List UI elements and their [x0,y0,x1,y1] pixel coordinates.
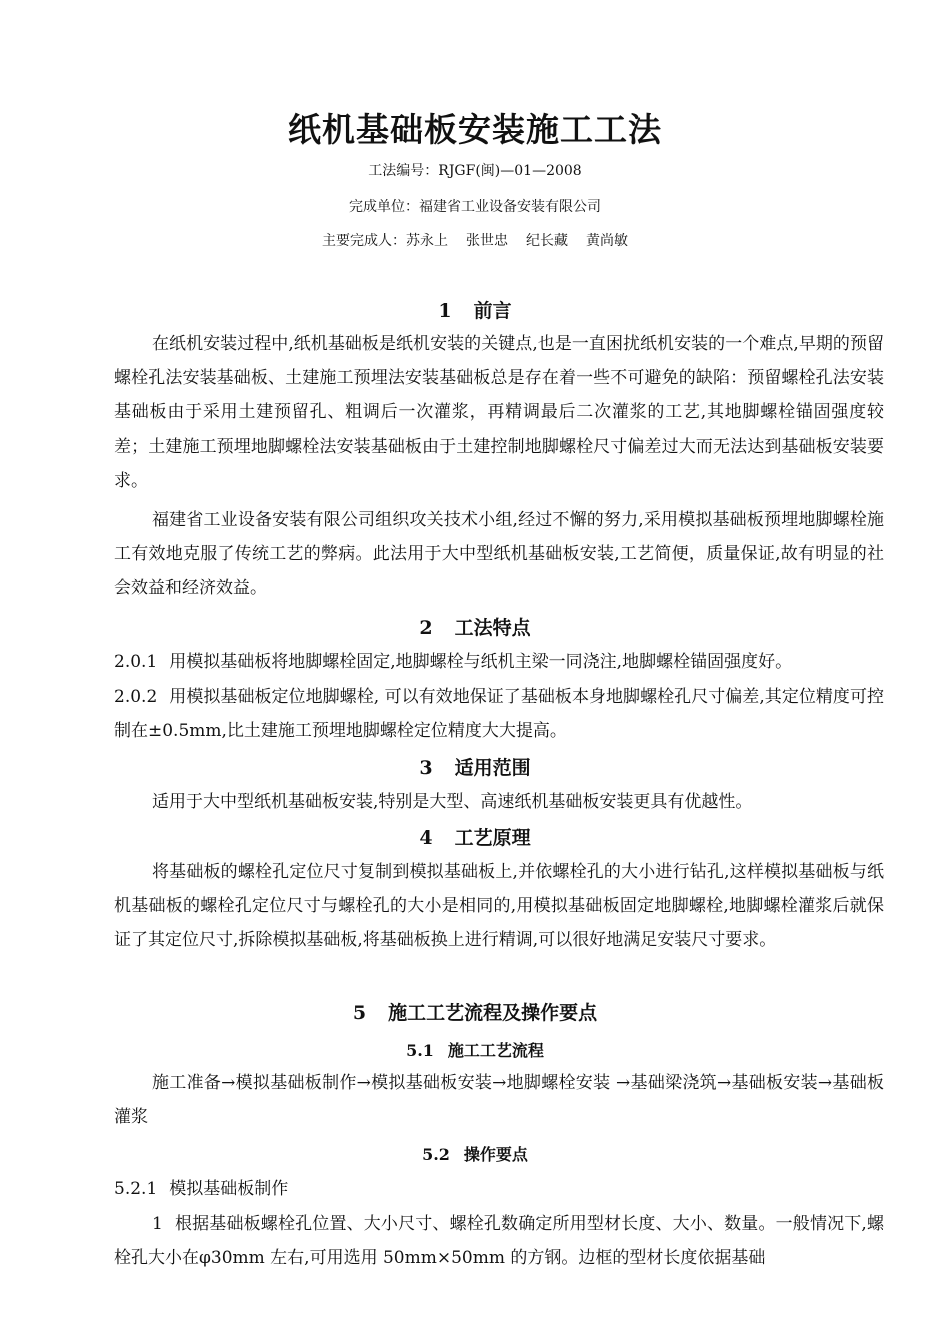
section-heading-2 [0,613,950,640]
item-text: 用模拟基础板定位地脚螺栓, 可以有效地保证了基础板本身地脚螺栓孔尺寸偏差,其定位精度可控制在±0.5mm,比土建施工预埋地脚螺栓定位精度大大提高。 [114,687,884,742]
section-title: 前言 [473,300,512,322]
subsection-number: 5.2 [422,1145,450,1164]
list-item [114,1207,884,1275]
contributor-name: 黄尚敏 [586,233,628,249]
section-number: 4 [419,827,433,849]
list-item [114,680,884,748]
contributors-label: 主要完成人： [322,233,406,249]
subsection-heading-5-2-1 [114,1172,884,1206]
completion-unit: 完成单位：福建省工业设备安装有限公司 [349,199,601,215]
section-number: 3 [419,757,433,779]
document-title: 纸机基础板安装施工工法 [288,110,662,149]
paragraph: 将基础板的螺栓孔定位尺寸复制到模拟基础板上,并依螺栓孔的大小进行钻孔,这样模拟基础板与纸机基础板的螺栓孔定位尺寸与螺栓孔的大小是相同的,用模拟基础板固定地脚螺栓,地脚螺栓灌浆后就保证了其定位尺寸,拆除模拟基础板,将基础板换上进行精调,可以很好地满足安装尺寸要求。 [114,862,884,951]
section-number: 5 [352,1002,367,1024]
contributor-name: 张世忠 [466,233,508,249]
section-number: 1 [438,300,452,322]
subsection-heading-5-1 [0,1038,950,1061]
subsection-title: 施工工艺流程 [447,1041,544,1060]
main-contributors [0,230,950,250]
subsection-title: 操作要点 [463,1145,528,1164]
paragraph: 适用于大中型纸机基础板安装,特别是大型、高速纸机基础板安装更具有优越性。 [152,792,753,812]
section-number: 2 [419,617,433,639]
section-title: 工艺原理 [454,827,531,849]
contributor-name: 苏永上 [406,233,448,249]
list-item [114,645,884,679]
item-number: 5.2.1 [114,1179,158,1199]
subsection-number: 5.1 [406,1041,434,1060]
subsection-heading-5-2 [0,1142,950,1165]
item-text: 用模拟基础板将地脚螺栓固定,地脚螺栓与纸机主梁一同浇注,地脚螺栓锚固强度好。 [169,652,793,672]
section-title: 适用范围 [454,757,531,779]
item-text: 根据基础板螺栓孔位置、大小尺寸、螺栓孔数确定所用型材长度、大小、数量。一般情况下,螺栓孔大小在φ30mm 左右,可用选用 50mm×50mm 的方钢。边框的型材长度依据基础 [114,1214,884,1269]
item-number: 2.0.1 [114,652,158,672]
section-title: 工法特点 [454,617,531,639]
document-code: 工法编号：RJGF(闽)—01—2008 [368,163,582,179]
section-heading-5 [0,998,950,1025]
contributor-name: 纪长藏 [526,233,568,249]
section-heading-1 [0,296,950,323]
section-heading-4 [0,823,950,850]
process-flow: 施工准备→模拟基础板制作→模拟基础板安装→地脚螺栓安装 →基础梁浇筑→基础板安装→基础板灌浆 [114,1073,884,1128]
item-text: 模拟基础板制作 [169,1179,289,1199]
section-heading-3 [0,753,950,780]
item-number: 1 [152,1214,163,1234]
item-number: 2.0.2 [114,687,158,707]
paragraph: 福建省工业设备安装有限公司组织攻关技术小组,经过不懈的努力,采用模拟基础板预埋地脚螺栓施工有效地克服了传统工艺的弊病。此法用于大中型纸机基础板安装,工艺简便，质量保证,故有明显的社会效益和经济效益。 [114,510,884,599]
paragraph: 在纸机安装过程中,纸机基础板是纸机安装的关键点,也是一直困扰纸机安装的一个难点,早期的预留螺栓孔法安装基础板、土建施工预埋法安装基础板总是存在着一些不可避免的缺陷：预留螺栓孔法安装基础板由于采用土建预留孔、粗调后一次灌浆，再精调最后二次灌浆的工艺,其地脚螺栓锚固强度较差；土建施工预埋地脚螺栓法安装基础板由于土建控制地脚螺栓尺寸偏差过大而无法达到基础板安装要求。 [114,334,884,491]
section-title: 施工工艺流程及操作要点 [388,1002,598,1024]
